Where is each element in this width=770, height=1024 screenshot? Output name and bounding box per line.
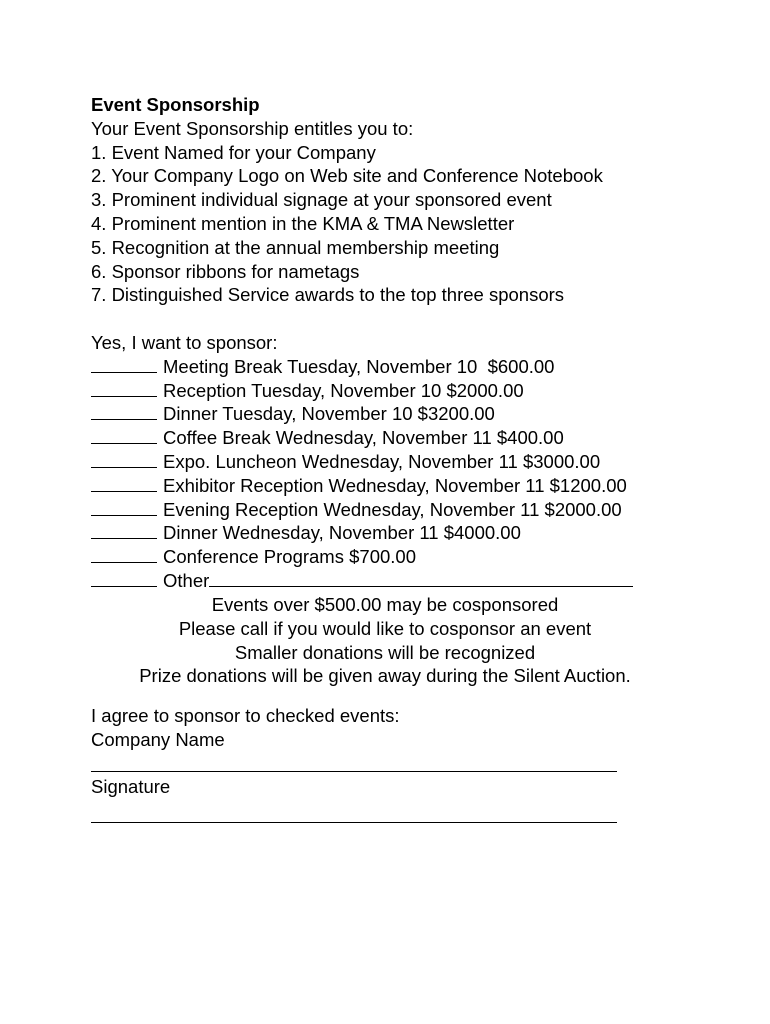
event-label: Meeting Break Tuesday, November 10 $600.00 [163, 355, 555, 377]
event-checkbox-blank[interactable] [91, 545, 157, 563]
other-option [91, 569, 691, 593]
note-text: Please call if you would like to cosponsor an event [178, 617, 592, 639]
event-option [91, 545, 691, 569]
event-label: Coffee Break Wednesday, November 11 $400.00 [163, 427, 564, 449]
event-option [91, 450, 691, 474]
event-label: Reception Tuesday, November 10 $2000.00 [163, 379, 524, 401]
note-text: Smaller donations will be recognized [234, 641, 536, 663]
signature-label: Signature [91, 776, 171, 797]
event-option [91, 474, 691, 498]
sponsorship-form [91, 93, 691, 593]
spacer [91, 307, 691, 331]
signature-field[interactable] [91, 822, 617, 823]
benefit-item: 1. Event Named for your Company [91, 141, 376, 163]
intro-text: Your Event Sponsorship entitles you to: [91, 117, 414, 139]
event-option [91, 521, 691, 545]
event-checkbox-blank[interactable] [91, 521, 157, 539]
event-label: Exhibitor Reception Wednesday, November 11 $1200.00 [163, 474, 627, 496]
benefits-list [91, 141, 691, 308]
event-checkbox-blank[interactable] [91, 450, 157, 468]
benefit-item: 4. Prominent mention in the KMA & TMA Newsletter [91, 212, 515, 234]
benefit-item: 2. Your Company Logo on Web site and Conference Notebook [91, 165, 603, 187]
agreement-text: I agree to sponsor to checked events: [91, 705, 400, 726]
company-name-field[interactable] [91, 771, 617, 772]
event-label: Dinner Tuesday, November 10 $3200.00 [163, 403, 495, 425]
company-name-label: Company Name [91, 728, 225, 750]
event-label: Expo. Luncheon Wednesday, November 11 $3000.00 [163, 450, 601, 472]
event-option [91, 402, 691, 426]
form-title: Event Sponsorship [91, 94, 260, 115]
events-list [91, 355, 691, 593]
event-checkbox-blank[interactable] [91, 498, 157, 516]
agreement-block [91, 704, 651, 752]
event-option [91, 379, 691, 403]
event-option [91, 498, 691, 522]
benefit-item: 7. Distinguished Service awards to the top three sponsors [91, 284, 565, 306]
event-checkbox-blank[interactable] [91, 379, 157, 397]
benefit-item: 5. Recognition at the annual membership meeting [91, 236, 500, 258]
benefit-item: 3. Prominent individual signage at your sponsored event [91, 189, 552, 211]
event-checkbox-blank[interactable] [91, 426, 157, 444]
notes-block [0, 593, 770, 688]
event-label: Conference Programs $700.00 [163, 546, 416, 568]
note-text: Prize donations will be given away during the Silent Auction. [139, 665, 631, 687]
event-checkbox-blank[interactable] [91, 402, 157, 420]
event-option [91, 355, 691, 379]
event-option [91, 426, 691, 450]
sponsor-prompt: Yes, I want to sponsor: [91, 331, 278, 353]
other-label: Other [163, 569, 210, 591]
event-checkbox-blank[interactable] [91, 474, 157, 492]
signature-block [91, 775, 651, 799]
note-text: Events over $500.00 may be cosponsored [211, 594, 559, 615]
other-checkbox-blank[interactable] [91, 569, 157, 587]
benefit-item: 6. Sponsor ribbons for nametags [91, 260, 360, 282]
other-text-field[interactable] [209, 569, 633, 587]
event-label: Dinner Wednesday, November 11 $4000.00 [163, 522, 521, 544]
event-checkbox-blank[interactable] [91, 355, 157, 373]
event-label: Evening Reception Wednesday, November 11 $2000.00 [163, 498, 622, 520]
